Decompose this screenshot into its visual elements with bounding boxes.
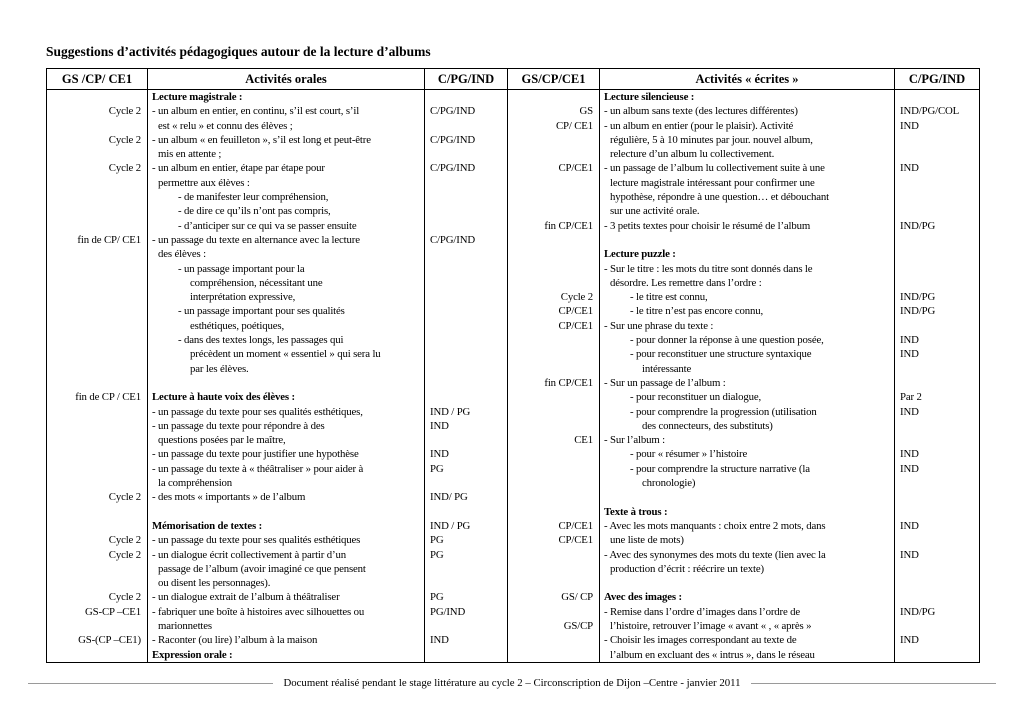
group-label — [508, 562, 599, 576]
group-label: CP/CE1 — [558, 519, 593, 532]
grouping-mode-label — [425, 90, 507, 104]
grouping-mode-label — [895, 490, 979, 504]
grouping-mode-label: IND/PG — [900, 291, 936, 304]
group-label — [508, 548, 599, 562]
group-label — [47, 333, 147, 347]
activity-line: - un dialogue écrit collectivement à partir d’un — [152, 548, 346, 561]
grouping-mode-label — [425, 362, 507, 376]
grouping-mode-label: PG — [430, 534, 444, 547]
grouping-mode-label: IND — [900, 634, 919, 647]
grouping-mode-label — [425, 304, 507, 318]
column-header-left-mode: C/PG/IND — [425, 69, 508, 90]
footer-text: Document réalisé pendant le stage littérature au cycle 2 – Circonscription de Dijon –Centre - janvier 2011 — [283, 677, 741, 689]
grouping-mode-label — [425, 433, 507, 447]
grouping-mode-label: Par 2 — [900, 391, 922, 404]
grouping-mode-label — [895, 90, 979, 104]
grouping-mode-label: IND — [900, 405, 919, 418]
group-label — [47, 576, 147, 590]
activity-line: - un album « en feuilleton », s’il est long et peut-être — [152, 133, 371, 146]
group-label — [47, 290, 147, 304]
footer-rule-right — [751, 683, 996, 684]
section-heading: Lecture puzzle : — [604, 248, 676, 261]
grouping-mode-label: IND — [900, 348, 919, 361]
activity-line: est « relu » et connu des élèves ; — [158, 119, 293, 132]
activity-line: - un passage important pour ses qualités — [178, 305, 345, 318]
activity-line: - pour comprendre la structure narrative (la — [630, 462, 810, 475]
activity-line: - fabriquer une boîte à histoires avec silhouettes ou — [152, 605, 365, 618]
activity-line: relecture d’un album lu collectivement. — [610, 148, 775, 161]
group-label: fin de CP/ CE1 — [77, 233, 141, 246]
section-heading: Expression orale : — [152, 648, 233, 661]
grouping-mode-label: C/PG/IND — [430, 233, 475, 246]
group-label: CP/CE1 — [558, 534, 593, 547]
grouping-mode-label — [425, 219, 507, 233]
grouping-mode-label — [895, 619, 979, 633]
group-label: GS — [579, 105, 593, 118]
activity-line: production d’écrit : réécrire un texte) — [610, 562, 764, 575]
activity-line: - Sur un passage de l’album : — [604, 376, 726, 389]
activity-line: lecture magistrale intéressant pour confirmer une — [610, 176, 815, 189]
activity-line: - le titre est connu, — [630, 291, 708, 304]
activity-line: - Avec des synonymes des mots du texte (lien avec la — [604, 548, 826, 561]
group-label — [47, 619, 147, 633]
activity-line: - pour donner la réponse à une question posée, — [630, 334, 824, 347]
group-label — [508, 633, 599, 647]
grouping-mode-label: IND — [900, 162, 919, 175]
group-label — [47, 376, 147, 390]
group-label — [508, 648, 599, 662]
grouping-mode-label: IND/PG — [900, 219, 936, 232]
activity-line: - un passage du texte en alternance avec la lecture — [152, 233, 360, 246]
grouping-mode-label — [895, 433, 979, 447]
group-label: CP/ CE1 — [555, 119, 593, 132]
group-label — [47, 219, 147, 233]
activity-line: hypothèse, répondre à une question… et débouchant — [610, 191, 830, 204]
column-header-left-levels: GS /CP/ CE1 — [47, 69, 148, 90]
grouping-mode-label: C/PG/IND — [430, 133, 475, 146]
group-label — [47, 147, 147, 161]
activity-line: - un album en entier, étape par étape pour — [152, 162, 325, 175]
right-group-col — [508, 90, 600, 662]
activity-line: - un album en entier (pour le plaisir). Activité — [604, 119, 794, 132]
group-label — [47, 347, 147, 361]
grouping-mode-label — [425, 247, 507, 261]
grouping-mode-label — [895, 247, 979, 261]
group-label — [47, 90, 147, 104]
grouping-mode-label — [425, 619, 507, 633]
right-text-col — [600, 90, 895, 662]
group-label: CP/CE1 — [558, 162, 593, 175]
grouping-mode-label — [895, 648, 979, 662]
activity-line: des connecteurs, des substituts) — [642, 419, 773, 432]
column-header-oral-activities: Activités orales — [148, 69, 425, 90]
activity-line: désordre. Les remettre dans l’ordre : — [610, 276, 762, 289]
activity-line: questions posées par le maître, — [158, 434, 286, 447]
grouping-mode-label — [895, 562, 979, 576]
group-label: GS-CP –CE1 — [85, 605, 141, 618]
grouping-mode-label — [425, 562, 507, 576]
grouping-mode-label — [895, 590, 979, 604]
group-label — [508, 233, 599, 247]
activity-line: l’album en excluant des « intrus », dans le réseau — [610, 648, 815, 661]
activity-line: - un passage du texte à « théâtraliser » pour aider à — [152, 462, 364, 475]
grouping-mode-label: IND — [900, 448, 919, 461]
grouping-mode-label — [425, 204, 507, 218]
group-label — [508, 419, 599, 433]
grouping-mode-label — [425, 290, 507, 304]
group-label — [508, 462, 599, 476]
group-label — [47, 176, 147, 190]
activity-line: sur une activité orale. — [610, 205, 700, 218]
section-heading: Lecture à haute voix des élèves : — [152, 391, 295, 404]
grouping-mode-label: C/PG/IND — [430, 162, 475, 175]
grouping-mode-label: IND / PG — [430, 519, 471, 532]
grouping-mode-label — [895, 362, 979, 376]
group-label — [508, 505, 599, 519]
activity-line: - Sur une phrase du texte : — [604, 319, 714, 332]
activity-line: - 3 petits textes pour choisir le résumé de l’album — [604, 219, 811, 232]
group-label — [47, 462, 147, 476]
activity-line: esthétiques, poétiques, — [190, 319, 285, 332]
grouping-mode-label — [425, 276, 507, 290]
activity-line: - dans des textes longs, les passages qui — [178, 334, 344, 347]
activity-line: intéressante — [642, 362, 692, 375]
group-label: Cycle 2 — [108, 105, 141, 118]
grouping-mode-label: IND — [900, 548, 919, 561]
grouping-mode-label: IND — [900, 462, 919, 475]
group-label — [508, 333, 599, 347]
group-label: CP/CE1 — [558, 305, 593, 318]
group-label — [508, 447, 599, 461]
table-body — [47, 90, 979, 662]
group-label — [508, 476, 599, 490]
activity-line: régulière, 5 à 10 minutes par jour. nouvel album, — [610, 133, 813, 146]
group-label — [47, 505, 147, 519]
footer-rule-left — [28, 683, 273, 684]
activity-line — [600, 490, 894, 504]
group-label — [508, 405, 599, 419]
group-label — [47, 476, 147, 490]
grouping-mode-label: IND/ PG — [430, 491, 468, 504]
activity-line: l’histoire, retrouver l’image « avant « , « après » — [610, 619, 812, 632]
grouping-mode-label: C/PG/IND — [430, 105, 475, 118]
grouping-mode-label: IND — [900, 334, 919, 347]
grouping-mode-label — [895, 204, 979, 218]
left-mode-col — [425, 90, 508, 662]
grouping-mode-label: IND — [900, 119, 919, 132]
group-label — [47, 362, 147, 376]
group-label — [508, 605, 599, 619]
group-label: Cycle 2 — [108, 162, 141, 175]
left-group-col — [47, 90, 148, 662]
group-label: Cycle 2 — [108, 548, 141, 561]
group-label — [47, 519, 147, 533]
grouping-mode-label: IND — [430, 419, 449, 432]
activities-table — [46, 68, 980, 663]
activity-line: - un passage du texte pour ses qualités esthétiques, — [152, 405, 363, 418]
group-label — [508, 262, 599, 276]
section-heading: Texte à trous : — [604, 505, 668, 518]
grouping-mode-label — [425, 319, 507, 333]
activity-line: permettre aux élèves : — [158, 176, 250, 189]
activity-line: ou disent les personnages). — [158, 577, 271, 590]
group-label — [47, 648, 147, 662]
grouping-mode-label — [425, 476, 507, 490]
column-header-right-mode: C/PG/IND — [895, 69, 979, 90]
grouping-mode-label — [425, 648, 507, 662]
page-title: Suggestions d’activités pédagogiques autour de la lecture d’albums — [46, 44, 431, 59]
grouping-mode-label: IND/PG/COL — [900, 105, 960, 118]
grouping-mode-label — [895, 376, 979, 390]
group-label — [47, 119, 147, 133]
group-label — [508, 276, 599, 290]
grouping-mode-label — [895, 319, 979, 333]
group-label — [508, 390, 599, 404]
grouping-mode-label — [425, 390, 507, 404]
group-label: Cycle 2 — [560, 291, 593, 304]
grouping-mode-label — [425, 333, 507, 347]
section-heading: Lecture silencieuse : — [604, 91, 695, 103]
group-label — [508, 204, 599, 218]
grouping-mode-label — [895, 576, 979, 590]
activity-line: - un passage important pour la — [178, 262, 305, 275]
group-label: Cycle 2 — [108, 591, 141, 604]
group-label: Cycle 2 — [108, 534, 141, 547]
activity-line: - un passage du texte pour répondre à des — [152, 419, 325, 432]
grouping-mode-label — [895, 133, 979, 147]
grouping-mode-label — [895, 276, 979, 290]
activity-line: - un album sans texte (des lectures différentes) — [604, 105, 798, 118]
activity-line — [600, 576, 894, 590]
activity-line: - un dialogue extrait de l’album à théâtraliser — [152, 591, 340, 604]
group-label — [47, 405, 147, 419]
grouping-mode-label — [425, 347, 507, 361]
group-label: fin CP/CE1 — [544, 219, 593, 232]
group-label: fin de CP / CE1 — [75, 391, 141, 404]
grouping-mode-label — [425, 190, 507, 204]
page-footer — [0, 677, 1024, 689]
right-mode-col — [895, 90, 979, 662]
group-label — [47, 276, 147, 290]
group-label — [508, 247, 599, 261]
activity-line: - pour comprendre la progression (utilisation — [630, 405, 817, 418]
group-label: Cycle 2 — [108, 491, 141, 504]
group-label — [508, 147, 599, 161]
group-label: CP/CE1 — [558, 319, 593, 332]
group-label: GS/CP — [563, 619, 593, 632]
activity-line — [148, 376, 424, 390]
activity-line: passage de l’album (avoir imaginé ce que pensent — [158, 562, 366, 575]
grouping-mode-label — [425, 262, 507, 276]
group-label: Cycle 2 — [108, 133, 141, 146]
group-label — [47, 562, 147, 576]
activity-line: interprétation expressive, — [190, 291, 296, 304]
activity-line — [148, 505, 424, 519]
grouping-mode-label — [895, 262, 979, 276]
group-label — [47, 319, 147, 333]
group-label — [508, 176, 599, 190]
activity-line: - Sur l’album : — [604, 434, 666, 447]
grouping-mode-label: IND — [430, 634, 449, 647]
activity-line: la compréhension — [158, 477, 233, 490]
activity-line: - de manifester leur compréhension, — [178, 191, 329, 204]
group-label — [47, 262, 147, 276]
activity-line: - de dire ce qu’ils n’ont pas compris, — [178, 205, 331, 218]
activity-line: - Remise dans l’ordre d’images dans l’ordre de — [604, 605, 801, 618]
activity-line: - pour « résumer » l’histoire — [630, 448, 748, 461]
grouping-mode-label: PG/IND — [430, 605, 466, 618]
activity-line: - pour reconstituer un dialogue, — [630, 391, 762, 404]
group-label — [47, 247, 147, 261]
group-label — [508, 347, 599, 361]
section-heading: Avec des images : — [604, 591, 682, 604]
activity-line: chronologie) — [642, 477, 696, 490]
grouping-mode-label — [425, 505, 507, 519]
group-label — [47, 419, 147, 433]
activity-line: - un passage de l’album lu collectivement suite à une — [604, 162, 825, 175]
activity-line: des élèves : — [158, 248, 206, 261]
grouping-mode-label: PG — [430, 548, 444, 561]
activity-line: - pour reconstituer une structure syntaxique — [630, 348, 812, 361]
column-header-written-activities: Activités « écrites » — [600, 69, 895, 90]
group-label: GS-(CP –CE1) — [78, 634, 141, 647]
activity-line: précèdent un moment « essentiel » qui sera lu — [190, 348, 381, 361]
group-label — [508, 490, 599, 504]
grouping-mode-label — [895, 505, 979, 519]
activity-line: - un album en entier, en continu, s’il est court, s’il — [152, 105, 360, 118]
group-label — [508, 133, 599, 147]
group-label — [47, 447, 147, 461]
grouping-mode-label — [425, 376, 507, 390]
activity-line: mis en attente ; — [158, 148, 222, 161]
grouping-mode-label: IND/PG — [900, 305, 936, 318]
table-header-row — [47, 69, 979, 90]
grouping-mode-label — [895, 476, 979, 490]
group-label — [508, 190, 599, 204]
grouping-mode-label: PG — [430, 462, 444, 475]
group-label — [47, 190, 147, 204]
activity-line: - d’anticiper sur ce qui va se passer ensuite — [178, 219, 357, 232]
activity-line: - des mots « importants » de l’album — [152, 491, 306, 504]
activity-line: - un passage du texte pour justifier une hypothèse — [152, 448, 359, 461]
activity-line: - Choisir les images correspondant au texte de — [604, 634, 797, 647]
grouping-mode-label — [425, 176, 507, 190]
group-label: fin CP/CE1 — [544, 376, 593, 389]
grouping-mode-label: IND / PG — [430, 405, 471, 418]
activity-line: - le titre n’est pas encore connu, — [630, 305, 764, 318]
group-label — [508, 576, 599, 590]
activity-line — [600, 233, 894, 247]
left-text-col — [148, 90, 425, 662]
grouping-mode-label — [425, 119, 507, 133]
activity-line: une liste de mots) — [610, 534, 684, 547]
group-label — [47, 433, 147, 447]
grouping-mode-label: IND/PG — [900, 605, 936, 618]
group-label — [47, 204, 147, 218]
section-heading: Mémorisation de textes : — [152, 519, 263, 532]
activity-line: compréhension, nécessitant une — [190, 276, 323, 289]
grouping-mode-label — [895, 419, 979, 433]
grouping-mode-label — [895, 533, 979, 547]
grouping-mode-label — [425, 576, 507, 590]
grouping-mode-label: PG — [430, 591, 444, 604]
column-header-right-levels: GS/CP/CE1 — [508, 69, 600, 90]
group-label — [508, 362, 599, 376]
activity-line: - Sur le titre : les mots du titre sont donnés dans le — [604, 262, 813, 275]
grouping-mode-label — [895, 147, 979, 161]
group-label: CE1 — [574, 434, 593, 447]
activity-line: marionnettes — [158, 619, 212, 632]
grouping-mode-label: IND — [900, 519, 919, 532]
grouping-mode-label: IND — [430, 448, 449, 461]
grouping-mode-label — [895, 190, 979, 204]
group-label: GS/ CP — [561, 591, 593, 604]
activity-line: - un passage du texte pour ses qualités esthétiques — [152, 534, 361, 547]
section-heading: Lecture magistrale : — [152, 91, 243, 103]
activity-line: par les élèves. — [190, 362, 249, 375]
activity-line: - Raconter (ou lire) l’album à la maison — [152, 634, 318, 647]
activity-line: - Avec les mots manquants : choix entre 2 mots, dans — [604, 519, 826, 532]
grouping-mode-label — [425, 147, 507, 161]
group-label — [47, 304, 147, 318]
group-label — [508, 90, 599, 104]
grouping-mode-label — [895, 233, 979, 247]
grouping-mode-label — [895, 176, 979, 190]
